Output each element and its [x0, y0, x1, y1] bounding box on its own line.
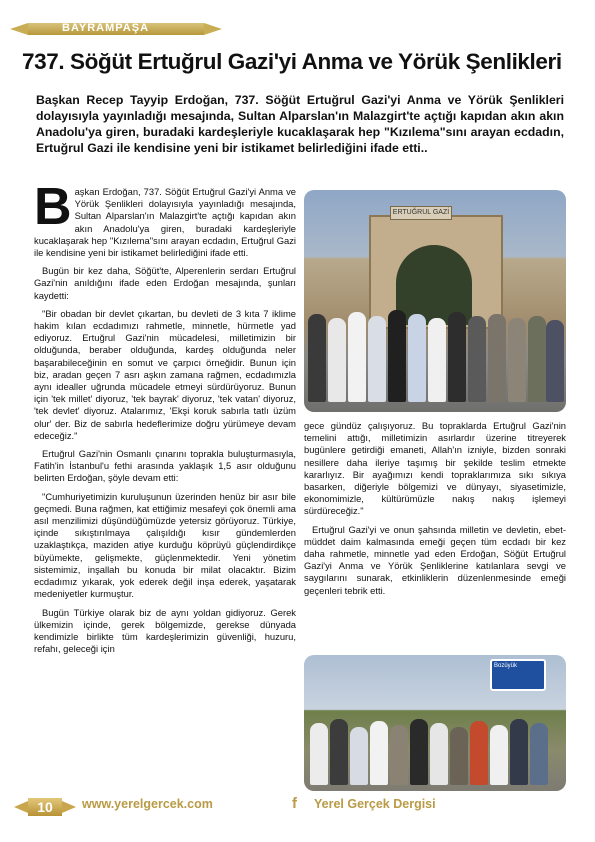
person: [470, 721, 488, 785]
person: [328, 318, 346, 402]
person: [330, 719, 348, 785]
people-group: [304, 292, 566, 402]
section-label: BAYRAMPAŞA: [62, 22, 150, 34]
right-paragraph-2: Ertuğrul Gazi'yi ve onun şahsında milletin ve devletin, ebet-müddet daim kalmasında emeği geçen tüm ecdadı bir kez daha rahmetle, minnetle yad eden Erdoğan, Söğüt Ertuğrul Gazi'yi Anma ve Yörük Şenliklerine katılanlara sevgi ve saygılarını sunarak, etkinliklerin düzenlenmesinde emeği geçenleri tebrik etti.: [304, 523, 566, 596]
right-column: [304, 420, 566, 603]
tomb-sign: ERTUĞRUL GAZİ: [390, 206, 452, 220]
person: [488, 314, 506, 402]
paragraph-1: [34, 178, 296, 259]
paragraph-6: Bugün Türkiye olarak biz de aynı yoldan gidiyoruz. Gerek ülkemizin içinde, gerek bölgemizde, gerekse dünyada kendimizle birlikte tüm kardeşlerimizin güvenliği, huzuru, refahı, geleceği için: [34, 606, 296, 655]
person: [370, 721, 388, 785]
person: [390, 725, 408, 785]
person: [448, 312, 466, 402]
person: [388, 310, 406, 402]
person: [408, 314, 426, 402]
road-sign: Bozüyük: [490, 659, 546, 691]
ribbon-tail-right: [204, 23, 222, 35]
person: [468, 316, 486, 402]
paragraph-4: Ertuğrul Gazi'nin Osmanlı çınarını toprakla buluşturmasıyla, Fatih'in İstanbul'u fethi arasında yaklaşık 1,5 asır olduğunu belirten Erdoğan, şöyle devam etti:: [34, 448, 296, 484]
person: [530, 723, 548, 785]
paragraph-3: "Bir obadan bir devlet çıkartan, bu devleti de 3 kıta 7 iklime hakim kılan ecdadımızı rahmetle, minnetle, hürmetle yad ediyoruz. Ertuğrul Gazi'nin mücadelesi, milletimizin bir olduğunda, beraber olduğunda, kardeş olduğunda neler başarabileceğinin en somut ve çarpıcı örneğidir. Bunun için biz, aradan geçen 7 asrı aşkın zamana rağmen, ecdadımızla aynı idealler uğrunda mücadele etmeyi sürdürüyoruz. Bunun için 'tek millet' diyoruz, 'tek bayrak' diyoruz, 'tek vatan' diyoruz, 'tek devlet' diyoruz. Atalarımız, 'Ekşi koruk sabırla tatlı üzüm olur' der. Biz de sabırla hedeflerimize doğru yürümeye devam edeceğiz.": [34, 307, 296, 441]
people-group: [304, 715, 566, 785]
article-lead: Başkan Recep Tayyip Erdoğan, 737. Söğüt Ertuğrul Gazi'yi Anma ve Yörük Şenlikleri dolayısıyla yayınladığı mesajında, Sultan Alparslan'ın Malazgirt'te açtığı kapıdan akın akın Anadolu'ya giren, buradaki kardeşleriyle kucaklaşarak hep "Kızılema"sını arayan ecdadın, Ertuğrul Gazi ile kendisine yeni bir istikamet belirlediğini ifade etti..: [36, 93, 564, 155]
magazine-name: Yerel Gerçek Dergisi: [314, 797, 436, 811]
tomb-group-photo: [304, 190, 566, 412]
person: [510, 719, 528, 785]
person: [528, 316, 546, 402]
person: [450, 727, 468, 785]
person: [308, 314, 326, 402]
person: [430, 723, 448, 785]
article-title: 737. Söğüt Ertuğrul Gazi'yi Anma ve Yörük Şenlikleri: [22, 49, 562, 74]
person: [410, 719, 428, 785]
badge-tail-right: [62, 801, 76, 813]
ribbon-tail-left: [10, 23, 28, 35]
facebook-icon: f: [292, 795, 297, 812]
person: [428, 318, 446, 402]
roadside-group-photo: [304, 655, 566, 791]
person: [348, 312, 366, 402]
page-number-badge: [14, 796, 76, 818]
paragraph-5: "Cumhuriyetimizin kuruluşunun üzerinden henüz bir asır bile geçmedi. Buna rağmen, kat ettiğimiz mesafeyi çok önemli ama asıl menzilimizi düşündüğümüzde yetersiz görüyoruz. Türkiye, içinde sıkıştırılmaya çalışıldığı kısır gündemlerden uzaklaştıkça, maziden atiye kurduğu köprüyü güçlendirdikçe büyümekte, gelişmekte, güçlenmektedir. Yeni yönetim sistemimiz, inşallah bu konuda bir milat olacaktır. Bizim ecdadımız yıkarak, yok ederek değil inşa ederek, yaşatarak medeniyetler kurmuştur.: [34, 490, 296, 600]
person: [350, 727, 368, 785]
person: [546, 320, 564, 402]
person: [310, 723, 328, 785]
page-number: 10: [28, 798, 62, 816]
drop-cap: B: [34, 178, 72, 236]
person: [490, 725, 508, 785]
badge-tail-left: [14, 801, 28, 813]
left-column: [34, 178, 296, 661]
website-link[interactable]: www.yerelgercek.com: [82, 797, 213, 811]
paragraph-2: Bugün bir kez daha, Söğüt'te, Alperenlerin serdarı Ertuğrul Gazi'nin anıldığını ifade eden Erdoğan mesajında, şunları kaydetti:: [34, 265, 296, 301]
section-ribbon: [0, 20, 230, 38]
person: [508, 318, 526, 402]
paragraph-1-text: aşkan Erdoğan, 737. Söğüt Ertuğrul Gazi'yi Anma ve Yörük Şenlikleri dolayısıyla yayınladığı mesajında, Sultan Alparslan'ın Malazgirt'te açtığı kapıdan akın akın Anadolu'ya giren, buradaki kardeşleriyle kucaklaşarak hep "Kızılema"sını arayan ecdadın, Ertuğrul Gazi ile kendisine yeni bir istikamet belirlediğini ifade etti.: [34, 186, 296, 259]
person: [368, 316, 386, 402]
right-paragraph-1: gece gündüz çalışıyoruz. Bu topraklarda Ertuğrul Gazi'nin temelini attığı, milletimizin asırlardır üzerine titreyerek bugünlere getirdiği emaneti, Allah'ın izniyle, bizden sonraki nesillere daha ileriye taşımış bir şekilde teslim etmekte kararlıyız. Bir ayağımızı kendi topraklarımıza sıkı sıkıya basarken, diğeriyle bölgemizi ve dünyayı, siyasetimizle, ekonomimizle, kültürümüzle nakış nakış işlemeyi sürdüreceğiz.": [304, 420, 566, 517]
